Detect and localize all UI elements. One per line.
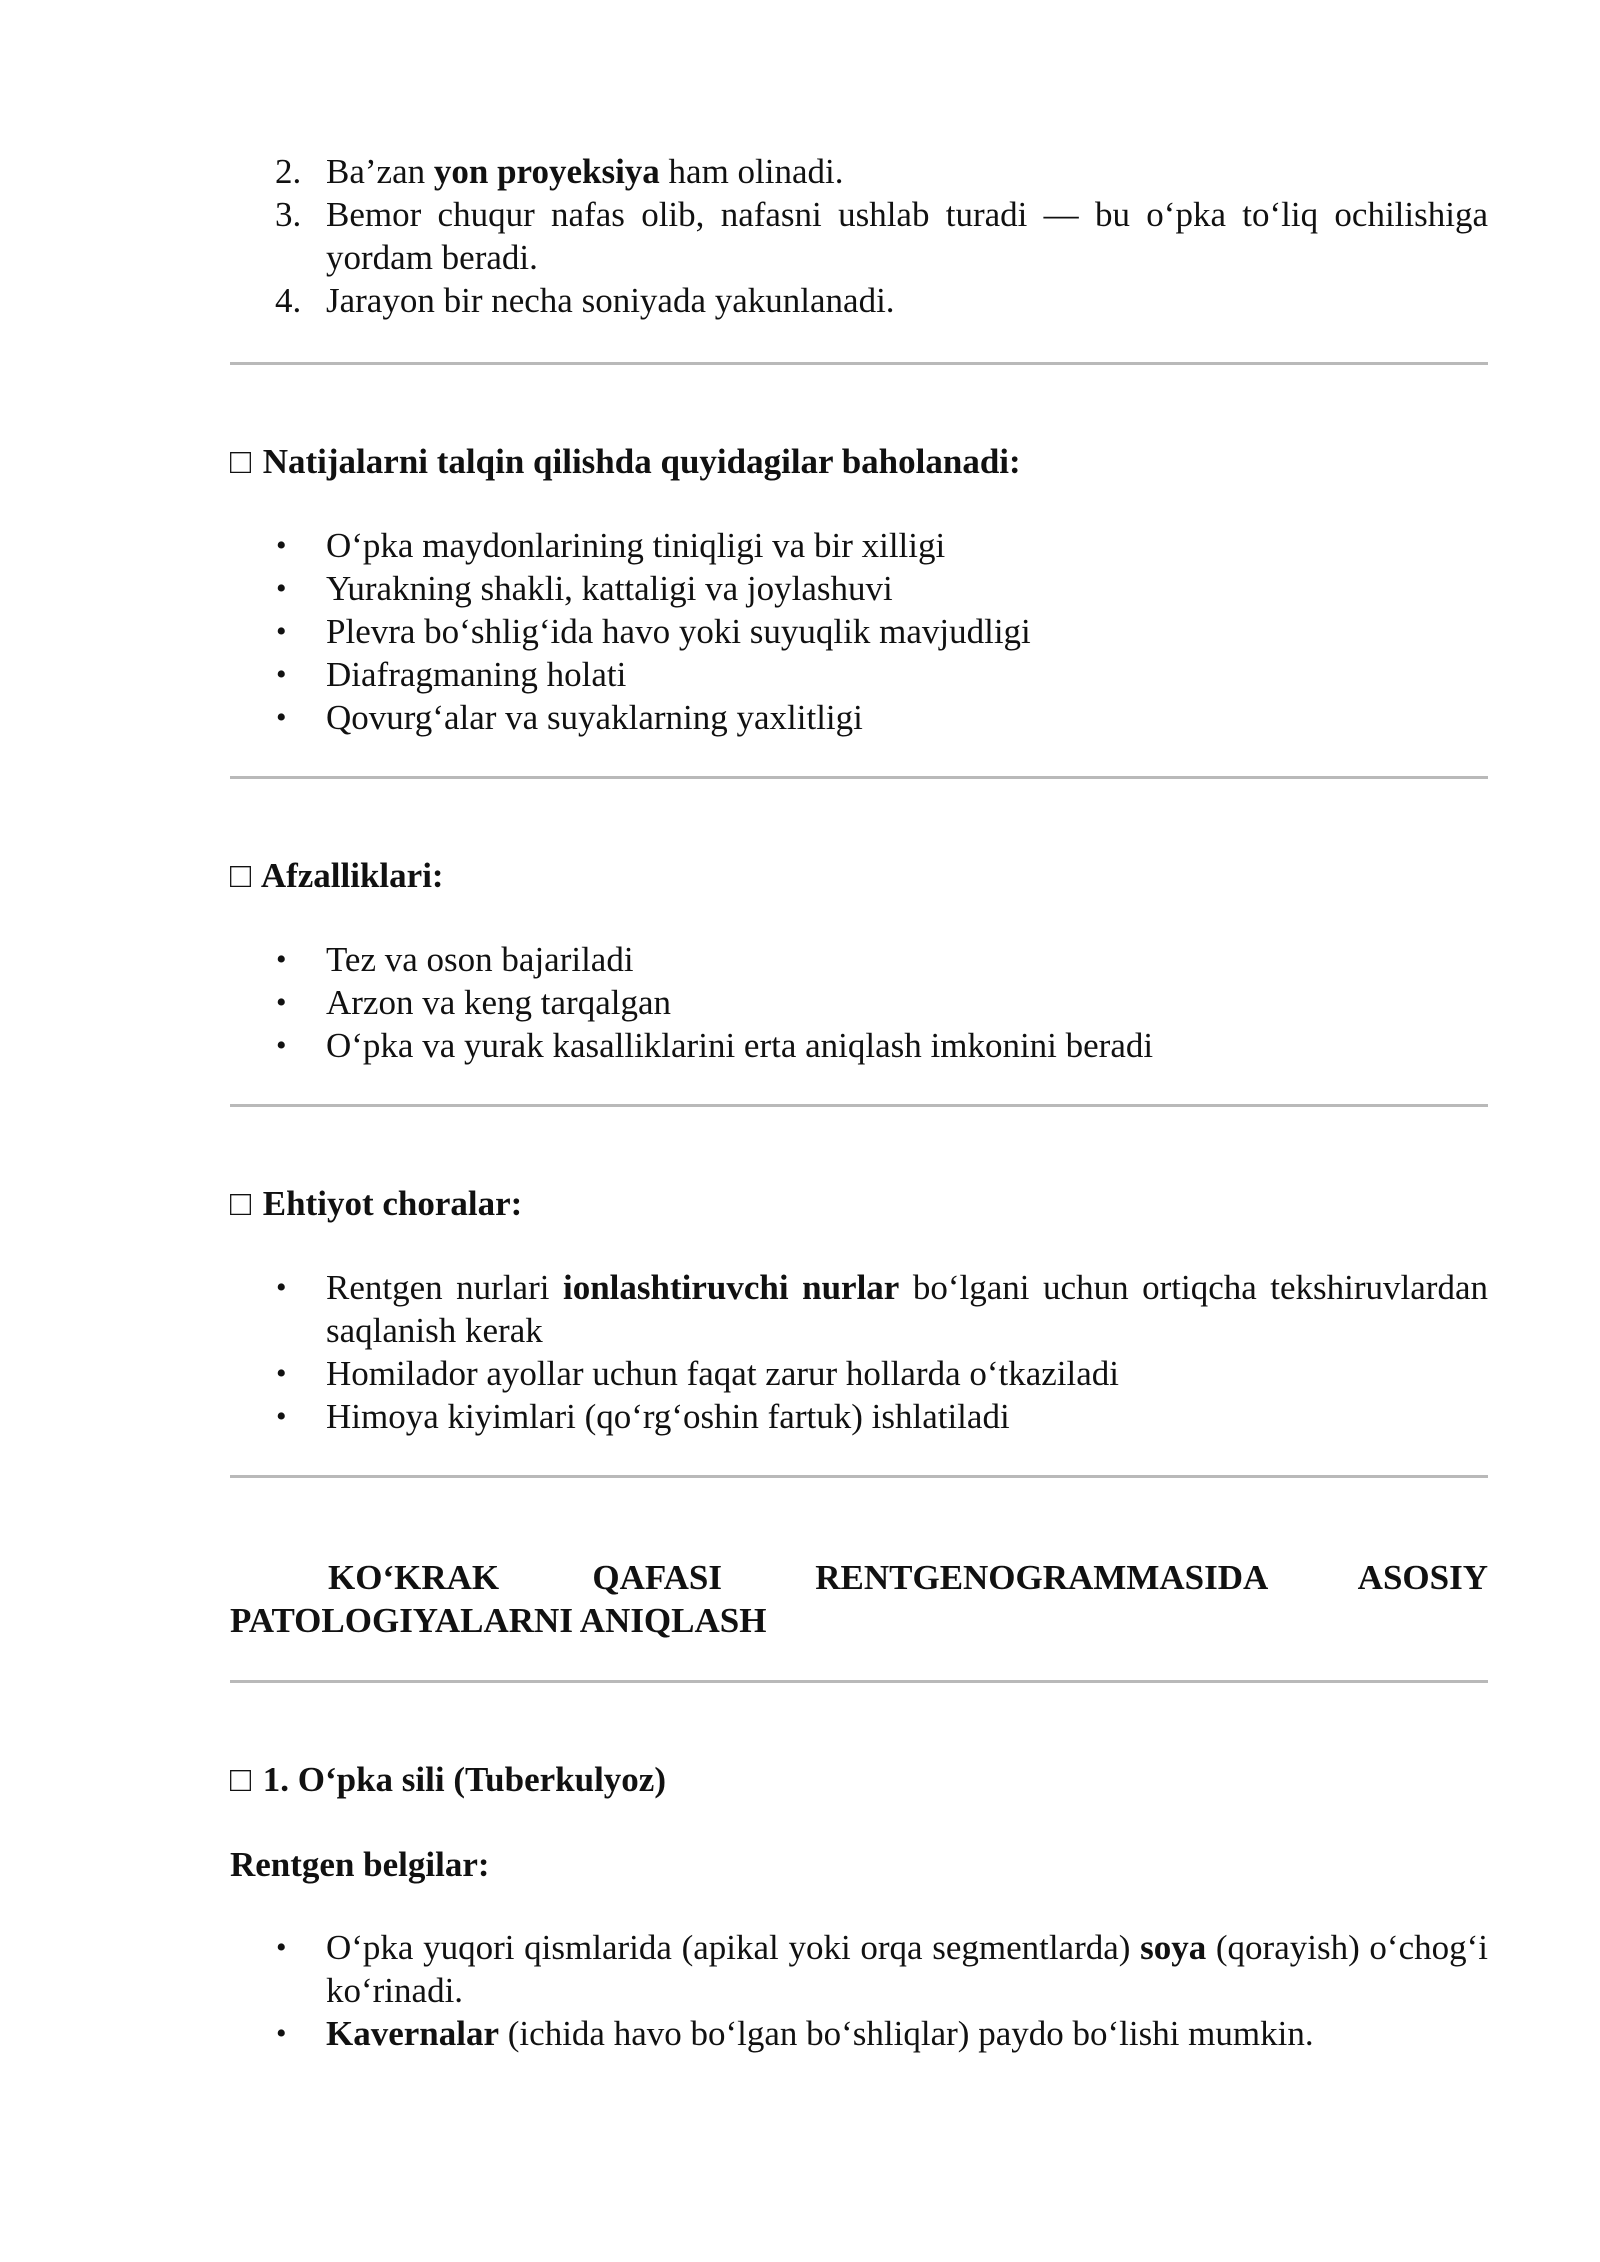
missing-glyph-icon: □ <box>230 1184 252 1223</box>
bullet-icon: • <box>276 1931 287 1964</box>
list-item: • Arzon va keng tarqalgan <box>276 983 671 1022</box>
list-number: 4. <box>275 281 302 320</box>
list-item: • Kavernalar (ichida havo bo‘lgan bo‘shliqlar) paydo bo‘lishi mumkin. <box>276 2014 1314 2053</box>
section-heading-advantages: □ Afzalliklari: <box>230 856 444 895</box>
list-item: • Plevra bo‘shlig‘ida havo yoki suyuqlik mavjudligi <box>276 612 1031 651</box>
bullet-icon: • <box>276 943 287 976</box>
bullet-icon: • <box>276 572 287 605</box>
bullet-icon: • <box>276 1357 287 1390</box>
list-item: • Homilador ayollar uchun faqat zarur hollarda o‘tkaziladi <box>276 1354 1120 1393</box>
bullet-icon: • <box>276 2017 287 2050</box>
list-item: 2. Ba’zan yon proyeksiya ham olinadi. <box>275 152 844 191</box>
bullet-icon: • <box>276 658 287 691</box>
list-item: • Qovurg‘alar va suyaklarning yaxlitligi <box>276 698 863 737</box>
procedure-steps-list <box>230 150 1488 322</box>
list-item: • Yurakning shakli, kattaligi va joylashuvi <box>276 569 893 608</box>
sub-heading-xray-signs: Rentgen belgilar: <box>230 1845 490 1884</box>
section-heading-tuberculosis: □ 1. O‘pka sili (Tuberkulyoz) <box>230 1760 666 1799</box>
bullet-icon: • <box>276 1029 287 1062</box>
list-item: 4. Jarayon bir necha soniyada yakunlanadi. <box>275 281 895 320</box>
missing-glyph-icon: □ <box>230 856 252 895</box>
bullet-icon: • <box>276 986 287 1019</box>
missing-glyph-icon: □ <box>230 442 252 481</box>
bullet-icon: • <box>276 529 287 562</box>
list-number: 2. <box>275 152 302 191</box>
interpretation-list <box>230 524 1488 739</box>
bullet-icon: • <box>276 1271 287 1304</box>
list-item: • O‘pka maydonlarining tiniqligi va bir xilligi <box>276 526 946 565</box>
precautions-list <box>230 1266 1488 1438</box>
section-heading-precautions: □ Ehtiyot choralar: <box>230 1184 523 1223</box>
chapter-title: KO‘KRAK QAFASI RENTGENOGRAMMASIDA ASOSIY PATOLOGIYALARNI ANIQLASH <box>230 1558 1488 1640</box>
bullet-icon: • <box>276 1400 287 1433</box>
list-item: • Rentgen nurlari ionlashtiruvchi nurlar bo‘lgani uchun ortiqcha tekshiruvlardan saqlanish kerak <box>276 1268 1488 1350</box>
advantages-list <box>230 938 1488 1067</box>
list-item: • O‘pka yuqori qismlarida (apikal yoki orqa segmentlarda) soya (qorayish) o‘chog‘i ko‘rinadi. <box>276 1928 1488 2010</box>
bullet-icon: • <box>276 615 287 648</box>
list-item: • O‘pka va yurak kasalliklarini erta aniqlash imkonini beradi <box>276 1026 1154 1065</box>
list-number: 3. <box>275 195 302 234</box>
list-item: 3. Bemor chuqur nafas olib, nafasni ushlab turadi — bu o‘pka to‘liq ochilishiga yordam beradi. <box>275 195 1488 277</box>
bullet-icon: • <box>276 701 287 734</box>
list-item: • Diafragmaning holati <box>276 655 627 694</box>
list-item: • Tez va oson bajariladi <box>276 940 634 979</box>
document-content <box>230 150 1488 2055</box>
missing-glyph-icon: □ <box>230 1760 252 1799</box>
section-heading-interpretation: □ Natijalarni talqin qilishda quyidagilar baholanadi: <box>230 442 1021 481</box>
list-item: • Himoya kiyimlari (qo‘rg‘oshin fartuk) ishlatiladi <box>276 1397 1010 1436</box>
tuberculosis-signs-list <box>230 1926 1488 2055</box>
